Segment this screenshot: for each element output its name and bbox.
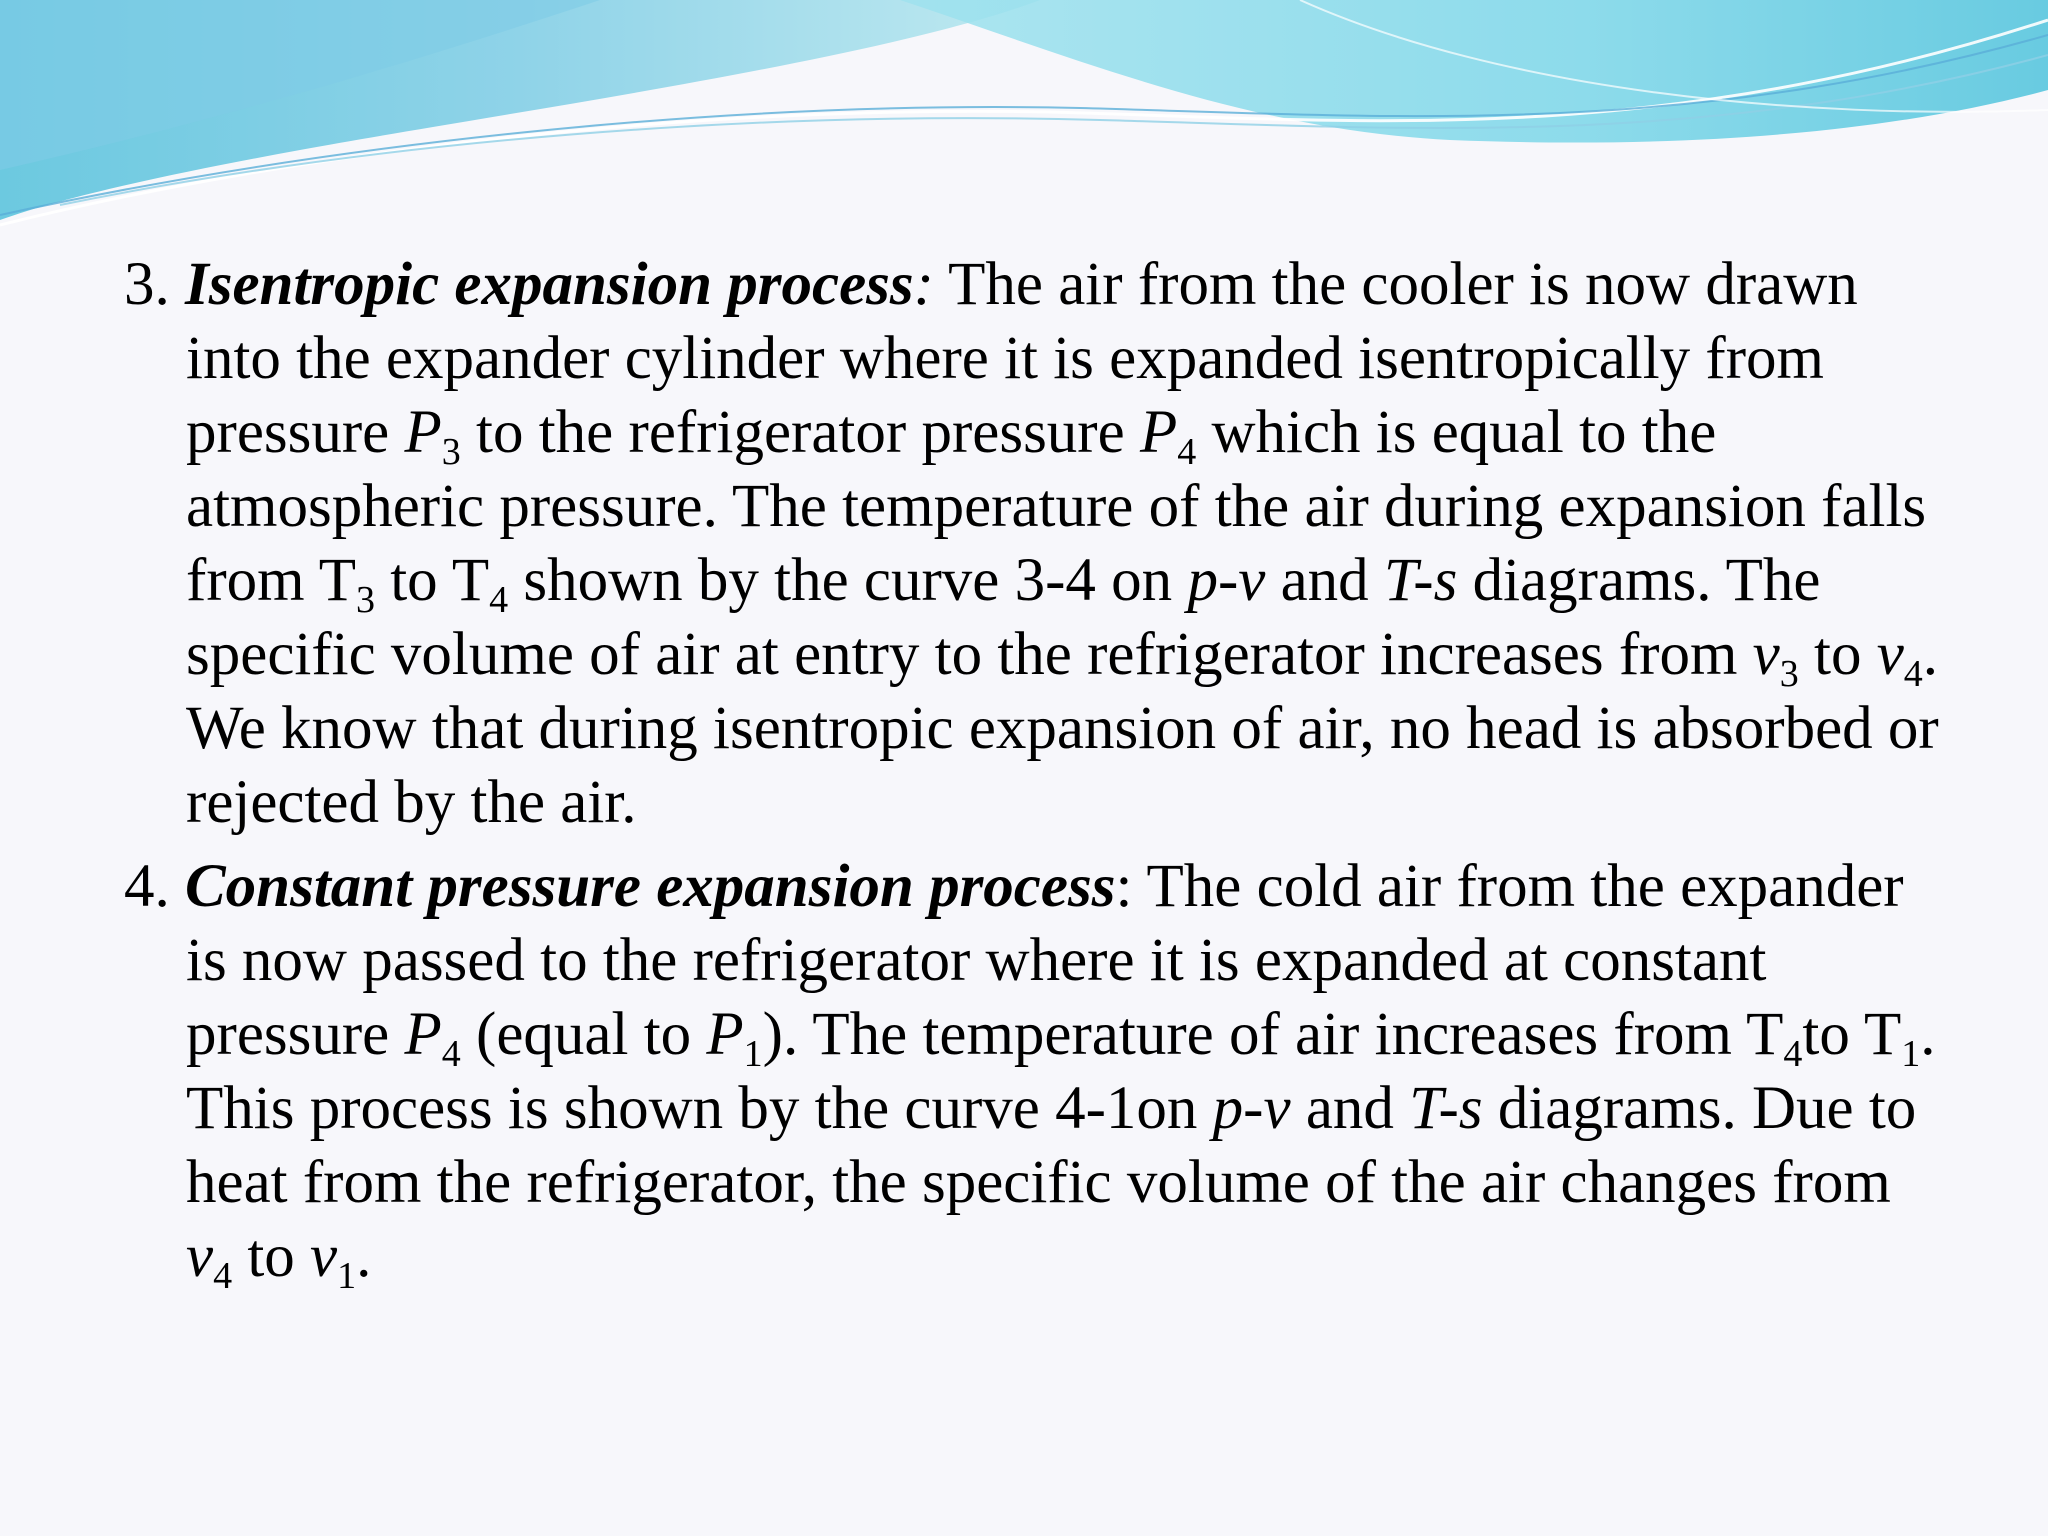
text-run: to T <box>1802 1001 1902 1068</box>
text-run: . We know that during isentropic expansion of air, no head is absorbed or rejected by the air. <box>186 621 1939 836</box>
pv-diagram-label: p-v <box>1187 547 1266 614</box>
subscript: 4 <box>1177 431 1197 473</box>
text-run: and <box>1290 1075 1410 1142</box>
header-wave-decoration <box>0 0 2048 240</box>
list-item-constant-pressure-expansion <box>124 850 1944 1297</box>
pv-diagram-label: p-v <box>1212 1075 1291 1142</box>
subscript: 1 <box>743 1033 763 1075</box>
text-run: diagrams. Due to heat from the refrigerator, the specific volume of the air changes from <box>186 1075 1917 1216</box>
pressure-symbol: P <box>404 399 442 466</box>
text-run: ). The temperature of air increases from T <box>762 1001 1784 1068</box>
volume-symbol: v <box>186 1223 214 1290</box>
subscript: 1 <box>337 1255 357 1297</box>
pressure-symbol: P <box>706 1001 744 1068</box>
pressure-symbol: P <box>404 1001 442 1068</box>
ts-diagram-label: T-s <box>1383 547 1458 614</box>
text-run: The air from the cooler is now drawn into the expander cylinder where it is expanded isentropically from pressure <box>186 251 1858 466</box>
volume-symbol: v <box>1752 621 1780 688</box>
volume-symbol: v <box>310 1223 338 1290</box>
subscript: 3 <box>355 579 375 621</box>
list-item-isentropic-expansion <box>124 248 1944 840</box>
text-run: shown by the curve 3-4 on <box>508 547 1188 614</box>
text-run: . <box>356 1223 372 1290</box>
text-run: to <box>232 1223 311 1290</box>
item-number: 4. <box>124 853 170 920</box>
subscript: 4 <box>1903 653 1923 695</box>
text-run: . This process is shown by the curve 4-1on <box>186 1001 1936 1142</box>
text-run: to T <box>374 547 490 614</box>
subscript: 4 <box>489 579 509 621</box>
heading-colon: : <box>1115 853 1133 920</box>
text-run: which is equal to the atmospheric pressure. The temperature of the air during expansion falls from T <box>186 399 1927 614</box>
subscript: 3 <box>1779 653 1799 695</box>
subscript: 4 <box>213 1255 233 1297</box>
heading-colon: : <box>913 251 934 318</box>
subscript: 4 <box>441 1033 461 1075</box>
subscript: 3 <box>441 431 461 473</box>
text-run: The cold air from the expander is now passed to the refrigerator where it is expanded at constant pressure <box>186 853 1904 1068</box>
text-run: to the refrigerator pressure <box>460 399 1140 466</box>
ts-diagram-label: T-s <box>1409 1075 1483 1142</box>
volume-symbol: v <box>1876 621 1904 688</box>
pressure-symbol: P <box>1139 399 1178 466</box>
text-run: (equal to <box>460 1001 707 1068</box>
text-run: and <box>1265 547 1384 614</box>
item-number: 3. <box>124 251 170 318</box>
subscript: 1 <box>1901 1033 1921 1075</box>
item-heading: Constant pressure expansion process <box>185 853 1116 920</box>
text-run: diagrams. The specific volume of air at entry to the refrigerator increases from <box>186 547 1821 688</box>
subscript: 4 <box>1783 1033 1803 1075</box>
text-run: to <box>1798 621 1877 688</box>
slide-content <box>124 248 1944 1297</box>
item-heading: Isentropic expansion process <box>185 251 914 318</box>
